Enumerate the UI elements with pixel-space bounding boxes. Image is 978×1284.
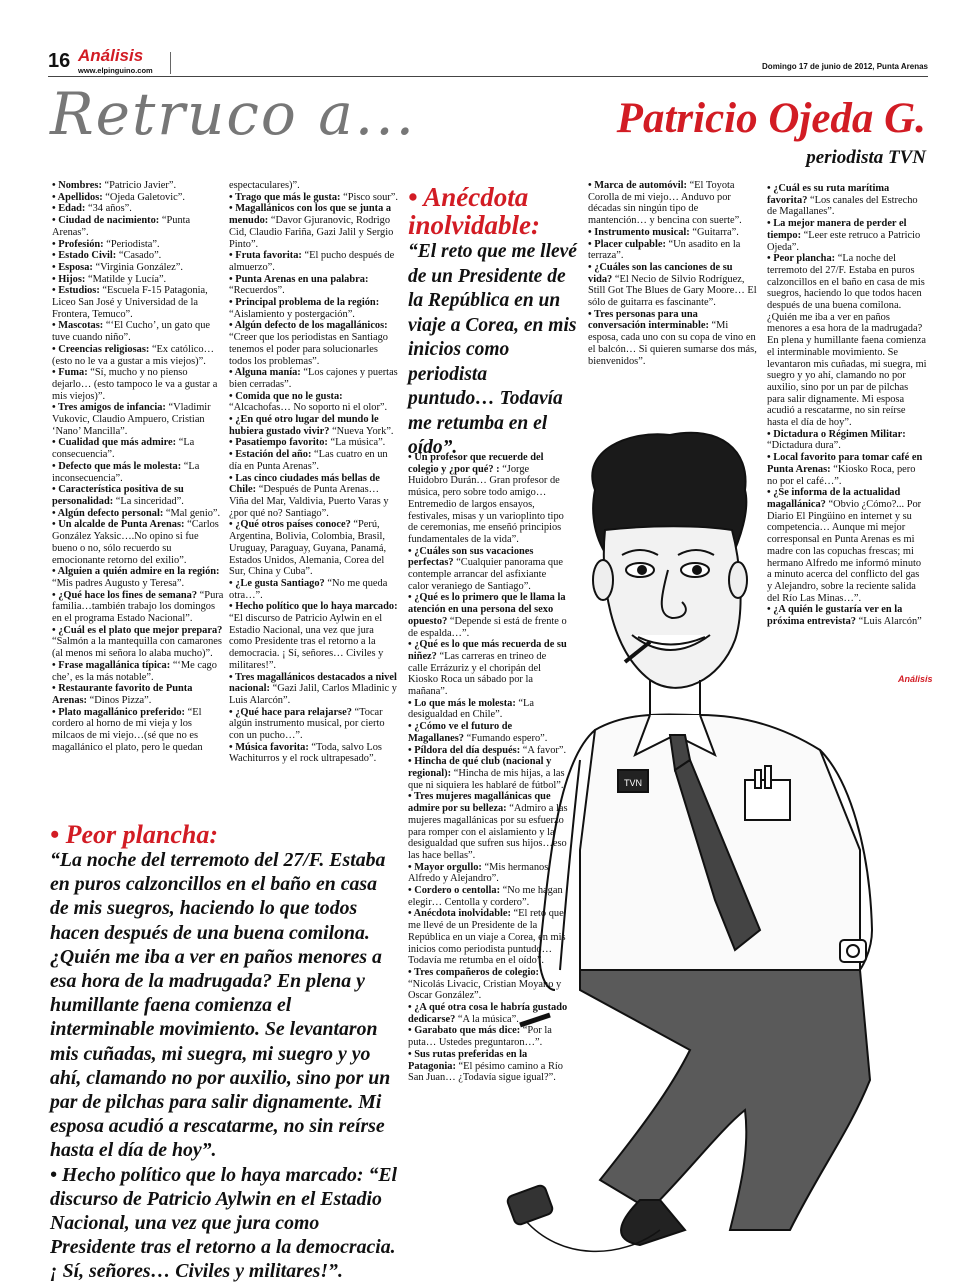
qa-answer: “El discurso de Patricio Aylwin en el Estadio Nacional, una vez que jura como Presidente tras el retorno a la democracia. ¡ Sí, señores… Civiles y militares!”. [229,613,384,671]
qa-question: • ¿Qué otros países conoce? [229,519,351,531]
qa-answer: “Luis Alarcón” [855,616,922,628]
qa-answer: “El Necio de Silvio Rodríguez, Still Got The Blues de Gary Moore… El sólo de guitarra es fascinante”. [588,273,757,309]
qa-answer: “No me hagan elegir… Centolla y cordero”. [408,885,563,908]
qa-entry [52,625,224,660]
qa-question: • Lo que más le molesta: [408,697,516,709]
qa-entry [52,285,224,320]
qa-question: • Fuma: [52,367,88,379]
qa-entry [52,192,224,204]
qa-answer: “La consecuencia”. [52,437,195,461]
qa-entry [229,274,399,297]
qa-question: • Tres mujeres magallánicas que admire por su belleza: [408,791,551,815]
qa-entry [52,461,224,484]
qa-answer: “La desigualdad en Chile”. [408,697,534,721]
qa-entry [229,707,399,742]
qa-question: • ¿Qué hace para relajarse? [229,706,352,718]
qa-answer: “Depende si está de frente o de espalda…”. [408,615,567,639]
qa-answer: “A la música”. [455,1013,519,1025]
qa-answer: “La sinceridad”. [113,495,184,507]
qa-answer: “El pésimo camino a Río San Juan… ¿Todavía sigue igual?”. [408,1060,563,1084]
qa-answer: “Mal genio”. [163,507,221,519]
qa-question: • Cordero o centolla: [408,885,501,897]
qa-question: • Las cinco ciudades más bellas de Chile: [229,472,380,496]
qa-question: • Hecho político que lo haya marcado: [229,601,398,613]
qa-question: • Frase magallánica típica: [52,659,171,671]
qa-entry [229,449,399,472]
qa-answer: “Tocar algún instrumento musical, por cierto con un pucho…”. [229,706,385,742]
qa-answer: “Los canales del Estrecho de Magallanes”. [767,194,918,218]
qa-answer: “Mi esposa, cada uno con su copa de vino en el balcón… Si quieren sumarse dos más, bienvenidos”. [588,320,757,367]
qa-entry [229,192,399,204]
qa-question: • Tres compañeros de colegio: [408,966,540,978]
qa-entry [229,297,399,320]
qa-entry [52,566,224,589]
qa-answer: “Kiosko Roca, pero no por el café…”. [767,463,916,487]
qa-question: • Anécdota inolvidable: [408,908,511,920]
qa-question: • Mascotas: [52,320,104,332]
interviewee-name: Patricio Ojeda G. [616,95,926,142]
qa-question: • Defecto que más le molesta: [52,460,182,472]
qa-question: • Hincha de qué club (nacional y regional): [408,756,552,779]
qa-answer: “Fumando espero”. [464,732,548,744]
qa-answer: “‘El Cucho’, un gato que tuve cuando niño”. [52,320,211,344]
qa-entry [52,508,224,520]
qa-question: • Edad: [52,203,86,215]
qa-answer: “Guitarra”. [689,226,739,238]
qa-entry [52,519,224,566]
qa-question: • Instrumento musical: [588,226,690,238]
qa-answer: “Por la puta… Ustedes preguntaron…”. [408,1025,552,1049]
qa-entry [52,590,224,625]
qa-answer: “Carlos González Yaksic….No opino si fue bueno o no, sólo recuerdo su emocionante retorno del exilio”. [52,519,219,566]
qa-answer: “A favor”. [520,744,567,756]
qa-question: • Garabato que más dice: [408,1025,521,1037]
qa-entry [52,484,224,507]
peor-plancha-heading: • Peor plancha: [50,820,218,849]
qa-entry [229,437,399,449]
qa-answer: “La música”. [327,437,386,449]
qa-entry [767,253,927,429]
qa-answer: “La noche del terremoto del 27/F. Estaba en puros calzoncillos en el baño en casa de mis suegros, haciendo lo que todos hacen después de una buena comilona. ¿Quién me iba a ver en paños menores a esa hora de la madrugada? En plena y humillante faena comienza el interminable movimiento. Se levantaron mis cuñadas, mi suegra, mi suegro y yo ahí, clamando no por auxilio, sino por un par de pilchas para salir dignamente. Mi esposa acudió a rescatarme, no sin reírse hasta el día de hoy”. [767,253,927,429]
qa-answer: “El reto que me llevé de un Presidente de la República en un viaje a Corea, en mis inicios como periodista puntudo… Todavía me retumba en el oído”. [408,908,566,967]
qa-entry [229,672,399,707]
qa-question: • Estación del año: [229,449,312,461]
qa-question: • Trago que más le gusta: [229,191,341,203]
qa-question: • Punta Arenas en una palabra: [229,273,369,285]
qa-answer: “Recuerdos”. [229,285,285,297]
qa-answer: “Las cuatro en un día en Punta Arenas”. [229,449,388,472]
qa-answer: “Ojeda Galetovic”. [102,191,185,203]
qa-question: • La mejor manera de perder el tiempo: [767,218,907,241]
column-1 [52,180,224,753]
qa-entry [229,473,399,520]
qa-question: • ¿Qué hace los fines de semana? [52,589,198,601]
qa-question: • ¿Cuáles son sus vacaciones perfectas? [408,545,534,569]
qa-question: • Plato magallánico preferido: [52,706,186,718]
qa-question: • Apellidos: [52,191,103,203]
qa-answer: “Perú, Argentina, Bolivia, Colombia, Brasil, Uruguay, Paraguay, Guyana, Panamá, Estados Unidos, Alemania, Corea del Sur, China y Cuba”. [229,519,387,578]
qa-question: • Local favorito para tomar café en Punta Arenas: [767,452,923,475]
qa-answer: “Punta Arenas”. [52,215,191,238]
caricature-illustration [500,430,970,1270]
qa-entry [229,601,399,671]
qa-entry [229,578,399,601]
qa-question: • Tres amigos de infancia: [52,402,166,414]
qa-question: • Algún defecto personal: [52,507,164,519]
qa-question: • Pasatiempo favorito: [229,437,328,449]
qa-entry [52,239,224,251]
column-4 [588,180,758,367]
peor-plancha-quote [50,848,400,1284]
qa-entry [52,683,224,706]
qa-answer: “El pucho después de almuerzo”. [229,250,395,273]
qa-answer: “Mis padres Augusto y Teresa”. [52,577,185,589]
qa-answer: “Periodista”. [103,238,160,250]
qa-entry [229,414,399,437]
qa-question: • Música favorita: [229,741,309,753]
qa-question: • Magallánicos con los que se junta a menudo: [229,203,392,227]
qa-answer: “Hincha de mis hijas, a las que ni siquiera les hablaré de fútbol”. [408,767,565,791]
qa-question: • ¿Cuáles son las canciones de su vida? [588,261,733,285]
qa-entry [52,180,224,192]
brand-url: www.elpinguino.com [78,66,153,75]
brand-logo: Análisis [78,46,144,65]
qa-question: • Un profesor que recuerde del colegio y ¿por qué? : [408,452,544,475]
qa-entry [52,250,224,262]
qa-entry [229,180,399,192]
qa-question: • Tres personas para una conversación interminable: [588,308,709,332]
qa-entry [229,320,399,367]
qa-question: • Dictadura o Régimen Militar: [767,428,906,440]
qa-question: • Nombres: [52,180,102,191]
qa-entry [52,437,224,460]
qa-answer: “Cualquier panorama que contemple arrancar del asfixiante calor veraniego de Santiago”. [408,557,563,592]
qa-entry [52,660,224,683]
qa-question: • Un alcalde de Punta Arenas: [52,519,185,531]
qa-answer: “El cordero al horno de mi vieja y los milcaos de mi viejo…(sé que no es magallánico el plato, pero le quedan [52,706,203,753]
qa-answer: “Las carreras en trineo de calle Errázuriz y el choripán del Kiosko Roca un sábado por la mañana”. [408,650,547,698]
header-rule [48,76,928,77]
qa-entry [229,250,399,273]
peor-plancha-text: “La noche del terremoto del 27/F. Estaba en puros calzoncillos en el baño en casa de mis suegros, haciendo lo que todos hacen después de una buena comilona. ¿Quién me iba a ver en paños menores a esa hora de la madrugada? En plena y humillante faena comienza el interminable movimiento. Se levantaron mis cuñadas, mi suegra, mi suegro y yo ahí, clamando no por auxilio, sino por un par de pilchas para salir dignamente. Mi esposa acudió a rescatarme, no sin reírse hasta el día de hoy”. [50,849,391,1162]
qa-answer: “Gazi Jalil, Carlos Mladinic y Luis Alarcón”. [229,683,397,706]
qa-question: • Mayor orgullo: [408,861,482,873]
qa-entry [52,402,224,437]
qa-question: • Ciudad de nacimiento: [52,215,160,227]
qa-question: • ¿Se informa de la actualidad magallánica? [767,487,901,510]
qa-question: • ¿Cuál es el plato que mejor prepara? [52,624,223,636]
qa-answer: “Pisco sour”. [340,191,398,203]
qa-answer: “Aislamiento y postergación”. [229,308,355,320]
qa-answer: “Obvio ¿Cómo?... Por Diario El Pingüino en internet y su competencia… Aunque mi mejor corresponsal en Punta Arenas es mi madre con las copuchas frescas; mi hermano Alfredo me informó minuto a minuto acerca del conflicto del gas y Alejandro, sobre la reciente salida del Río Las Minas…”. [767,498,922,604]
qa-answer: “Dinos Pizza”. [87,694,152,706]
qa-entry [52,262,224,274]
qa-question: • Tres magallánicos destacados a nivel nacional: [229,671,397,695]
qa-entry [767,183,927,218]
qa-entry [52,320,224,343]
qa-question: • ¿A quién le gustaría ver en la próxima entrevista? [767,604,903,628]
qa-answer: “Matilde y Lucía”. [85,273,167,285]
qa-question: • Alguna manía: [229,367,301,379]
qa-entry [229,519,399,578]
qa-answer: “Alcachofas… No soporto ni el olor”. [229,402,388,414]
qa-question: • ¿Le gusta Santiago? [229,577,325,589]
qa-question: • ¿Cómo ve el futuro de Magallanes? [408,721,513,744]
column-2 [229,180,399,765]
section-title: Retruco a... [50,80,417,148]
qa-entry [229,742,399,765]
qa-answer: “Leer este retruco a Patricio Ojeda”. [767,229,921,253]
brand-stamp: Análisis [898,674,933,684]
qa-answer: “Creer que los periodistas en Santiago tenemos el poder para solucionarles todos los problemas”. [229,332,388,367]
anecdota-heading: • Anécdota inolvidable: [408,182,540,240]
qa-question: • Estudios: [52,285,100,297]
qa-question: • Marca de automóvil: [588,180,687,191]
qa-answer: “Patricio Javier”. [101,180,177,191]
qa-answer: “Sí, mucho y no pienso dejarlo… (esto tampoco le va a gustar a mis viejos)”. [52,367,218,402]
hecho-politico-text: • Hecho político que lo haya marcado: “El discurso de Patricio Aylwin en el Estadio Nacional, una vez que jura como Presidente tras el retorno a la democracia. ¡ Sí, señores… Civiles y militares!”. [50,1163,398,1283]
qa-question: • Alguien a quién admire en la región: [52,566,220,578]
qa-answer: “Salmón a la mantequilla con camarones (al menos mi señora lo alaba mucho)”. [52,636,222,660]
qa-question: • Esposa: [52,261,93,273]
qa-question: • Placer culpable: [588,238,666,250]
qa-answer: “Dictadura dura”. [767,440,841,452]
qa-question: • Fruta favorita: [229,250,302,262]
qa-answer: “Casado”. [116,250,162,262]
qa-answer: “Vladimir Vukovic, Claudio Ampuero, Cristian ‘Nano’ Mancilla”. [52,402,211,437]
qa-entry [229,203,399,250]
qa-question: • Peor plancha: [767,253,836,265]
qa-answer: “Escuela F-15 Patagonia, Liceo San José y Universidad de la Frontera, Temuco”. [52,285,208,320]
qa-answer: “La inconsecuencia”. [52,460,200,484]
qa-entry [588,180,758,227]
qa-question: • Píldora del día después: [408,744,521,756]
qa-entry [52,344,224,367]
qa-answer: “Después de Punta Arenas… Viña del Mar, Valdivia, Puerto Varas y ¿por qué no? Santiago”. [229,484,389,519]
qa-question: • ¿Qué es lo primero que le llama la atención en una persona del sexo opuesto? [408,592,566,627]
qa-question: • ¿A qué otra cosa le habría gustado dedicarse? [408,1002,568,1025]
qa-question: • Profesión: [52,238,104,250]
qa-answer: “Jorge Huidobro Durán… Gran profesor de música, pero sobre todo amigo… Entremedio de largos ensayos, festivales, misas y un varioplinto tipo de ceremonias, me enseñó principios fundamentales de la vida”. [408,463,564,545]
qa-question: • Cualidad que más admire: [52,437,177,449]
qa-answer: “Virginia González”. [92,261,183,273]
page-number: 16 [48,50,71,72]
dateline: Domingo 17 de junio de 2012, Punta Arenas [762,62,928,71]
qa-answer: “Un asadito en la terraza”. [588,238,741,262]
qa-answer: “Nicolás Livacic, Cristian Moyano y Oscar González”. [408,978,562,1002]
qa-question: • Restaurante favorito de Punta Arenas: [52,683,193,706]
qa-question: • ¿Qué es lo que más recuerda de su niñez? [408,639,567,662]
qa-entry [52,215,224,238]
qa-answer: “No me queda otra…”. [229,577,388,601]
qa-answer: “Nueva York”. [329,425,394,437]
qa-answer: espectaculares)”. [229,180,300,191]
qa-question: • Creencias religiosas: [52,343,150,355]
qa-answer: “34 años”. [85,203,132,215]
qa-entry [588,239,758,262]
qa-answer: “Mis hermanos Alfredo y Alejandro”. [408,861,549,885]
anecdota-quote: “El reto que me llevé de un Presidente de la República en un viaje a Corea, en mis inicios como periodista puntudo… Todavía me retumba en el oído”. [408,241,577,458]
qa-question: • Algún defecto de los magallánicos: [229,320,388,332]
qa-answer: “Los cajones y puertas bien cerradas”. [229,367,398,390]
qa-answer: “Ex católico… (esto no le va a gustar a mis viejos)”. [52,343,214,367]
qa-answer: “Pura familia…también trabajo los domingos en el programa Estado Nacional”. [52,589,224,625]
qa-question: • Característica positiva de su personalidad: [52,484,184,507]
qa-question: • Estado Civil: [52,250,117,262]
qa-question: • ¿En qué otro lugar del mundo le hubiera gustado vivir? [229,414,379,437]
qa-entry [588,227,758,239]
qa-entry [588,262,758,309]
qa-entry [52,203,224,215]
qa-answer: “Toda, salvo Los Wachiturros y el rock ultrapesado”. [229,741,382,765]
qa-entry [229,391,399,414]
qa-entry [588,309,758,368]
qa-entry [52,274,224,286]
qa-entry [52,367,224,402]
qa-answer: “El Toyota Corolla de mi viejo… Anduvo por décadas sin ningún tipo de mantención… y bencina con suerte”. [588,180,742,227]
qa-entry [767,218,927,253]
header-divider [170,52,171,74]
interviewee-role: periodista TVN [806,147,926,168]
qa-entry [229,367,399,390]
qa-question: • Principal problema de la región: [229,297,380,309]
qa-question: • Comida que no le gusta: [229,390,343,402]
qa-entry [52,707,224,754]
qa-question: • Sus rutas preferidas en la Patagonia: [408,1048,528,1072]
qa-question: • Hijos: [52,273,86,285]
qa-answer: “Admiro a las mujeres magallánicas por su esfuerzo para romper con el aislamiento y la desigualdad que sufren sus hijos…eso las hace bellas”. [408,803,568,861]
qa-answer: “‘Me cago che’, es la más notable”. [52,659,217,683]
qa-answer: “Davor Gjuranovic, Rodrigo Cid, Claudio Fariña, Gazi Jalil y Sergio Pinto”. [229,215,394,250]
qa-question: • ¿Cuál es su ruta marítima favorita? [767,183,890,206]
tvn-badge-text: TVN [624,778,642,788]
